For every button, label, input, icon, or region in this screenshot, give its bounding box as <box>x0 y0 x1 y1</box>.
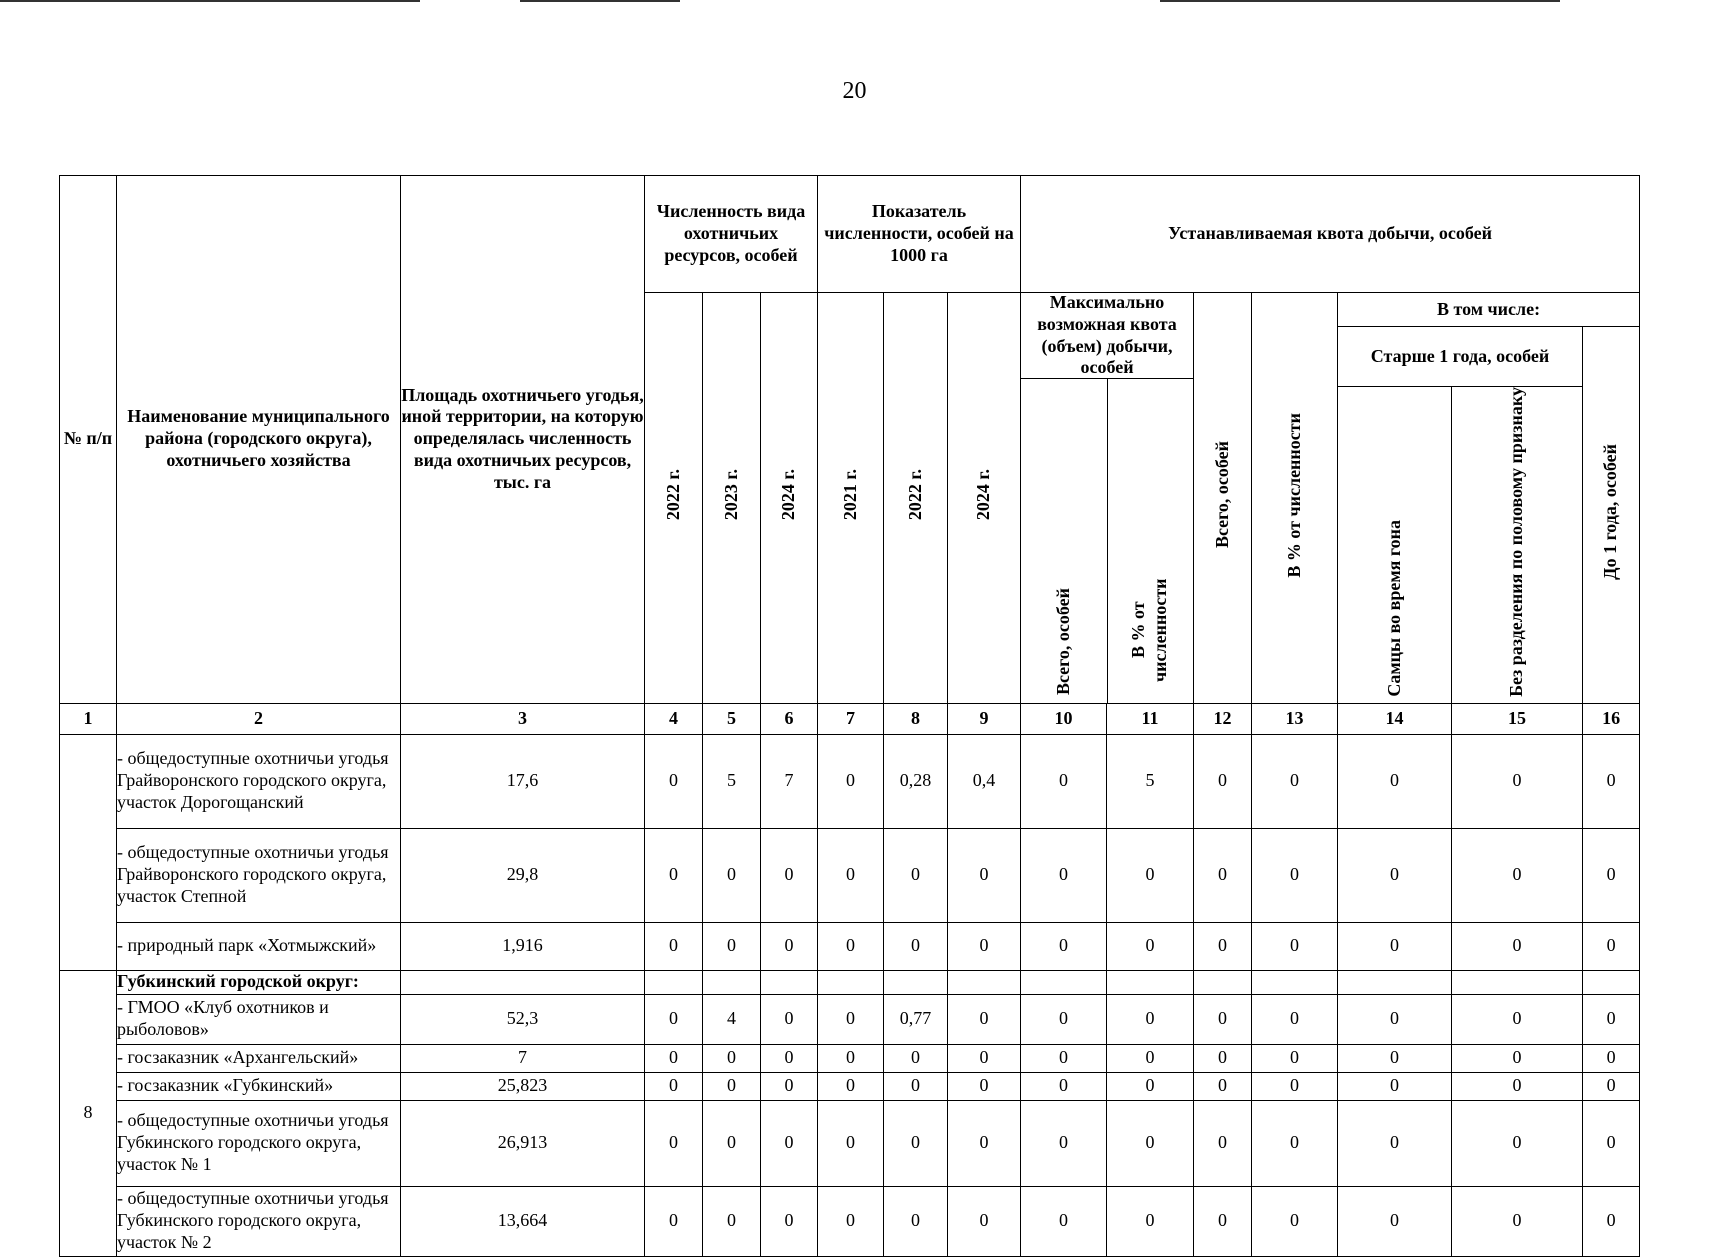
table-row <box>60 1072 1640 1100</box>
cell-col-13: 0 <box>1252 1186 1338 1256</box>
header-pop-year-2: 2023 г. <box>703 293 761 704</box>
quota-table <box>59 175 1640 1257</box>
top-rule-middle <box>520 0 680 2</box>
header-density-year-1: 2021 г. <box>818 293 884 704</box>
cell-col-11: 0 <box>1107 1072 1194 1100</box>
cell-col-4: 0 <box>645 1100 703 1186</box>
colnum-16: 16 <box>1583 703 1640 734</box>
row-name: - общедоступные охотничьи угодья Грайворонского городского округа, участок Степной <box>117 828 401 922</box>
group-empty-cell <box>761 970 818 994</box>
cell-col-8: 0 <box>884 828 948 922</box>
header-name: Наименование муниципального района (городского округа), охотничьего хозяйства <box>117 176 401 704</box>
header-older: Старше 1 года, особей <box>1338 327 1583 387</box>
cell-col-13: 0 <box>1252 922 1338 970</box>
cell-col-6: 7 <box>761 734 818 828</box>
cell-col-10: 0 <box>1021 922 1107 970</box>
table-row <box>60 1044 1640 1072</box>
cell-col-5: 0 <box>703 1072 761 1100</box>
cell-col-6: 0 <box>761 1072 818 1100</box>
cell-col-12: 0 <box>1194 994 1252 1044</box>
table-row <box>60 994 1640 1044</box>
cell-col-13: 0 <box>1252 828 1338 922</box>
cell-col-7: 0 <box>818 1100 884 1186</box>
top-rule-right <box>1160 0 1560 2</box>
cell-col-13: 0 <box>1252 1044 1338 1072</box>
cell-col-8: 0 <box>884 1186 948 1256</box>
cell-col-12: 0 <box>1194 922 1252 970</box>
cell-col-8: 0 <box>884 922 948 970</box>
cell-col-7: 0 <box>818 828 884 922</box>
header-total: Всего, особей <box>1194 293 1252 704</box>
cell-col-4: 0 <box>645 828 703 922</box>
cell-col-12: 0 <box>1194 1100 1252 1186</box>
cell-col-6: 0 <box>761 1044 818 1072</box>
header-quota: Устанавливаемая квота добычи, особей <box>1021 176 1640 293</box>
cell-col-12: 0 <box>1194 734 1252 828</box>
cell-col-9: 0 <box>948 994 1021 1044</box>
cell-col-16: 0 <box>1583 994 1640 1044</box>
cell-col-11: 0 <box>1107 994 1194 1044</box>
cell-col-14: 0 <box>1338 1044 1452 1072</box>
colnum-4: 4 <box>645 703 703 734</box>
cell-col-9: 0 <box>948 1072 1021 1100</box>
header-under-1: До 1 года, особей <box>1583 327 1640 704</box>
cell-col-15: 0 <box>1452 734 1583 828</box>
colnum-14: 14 <box>1338 703 1452 734</box>
row-number-prev <box>60 734 117 970</box>
cell-col-14: 0 <box>1338 1072 1452 1100</box>
cell-col-3: 26,913 <box>401 1100 645 1186</box>
cell-col-8: 0 <box>884 1100 948 1186</box>
table-row <box>60 1100 1640 1186</box>
cell-col-15: 0 <box>1452 922 1583 970</box>
cell-col-16: 0 <box>1583 1186 1640 1256</box>
cell-col-4: 0 <box>645 1072 703 1100</box>
column-numbers-row <box>60 703 1640 734</box>
cell-col-15: 0 <box>1452 1186 1583 1256</box>
cell-col-5: 0 <box>703 1186 761 1256</box>
cell-col-7: 0 <box>818 734 884 828</box>
row-name: - общедоступные охотничьи угодья Губкинского городского округа, участок № 2 <box>117 1186 401 1256</box>
cell-col-4: 0 <box>645 994 703 1044</box>
header-males: Самцы во время гона <box>1338 387 1452 704</box>
cell-col-15: 0 <box>1452 1100 1583 1186</box>
group-empty-cell <box>1583 970 1640 994</box>
header-including: В том числе: <box>1338 293 1640 327</box>
cell-col-11: 5 <box>1107 734 1194 828</box>
cell-col-10: 0 <box>1021 1044 1107 1072</box>
cell-col-3: 7 <box>401 1044 645 1072</box>
colnum-12: 12 <box>1194 703 1252 734</box>
cell-col-4: 0 <box>645 1186 703 1256</box>
cell-col-5: 4 <box>703 994 761 1044</box>
cell-col-9: 0 <box>948 828 1021 922</box>
row-name: - общедоступные охотничьи угодья Грайворонского городского округа, участок Дорогощанский <box>117 734 401 828</box>
cell-col-3: 17,6 <box>401 734 645 828</box>
cell-col-8: 0,77 <box>884 994 948 1044</box>
header-max-quota-placeholder <box>1021 293 1194 704</box>
cell-col-5: 5 <box>703 734 761 828</box>
cell-col-5: 0 <box>703 1044 761 1072</box>
colnum-8: 8 <box>884 703 948 734</box>
top-rule-left <box>0 0 420 2</box>
cell-col-6: 0 <box>761 922 818 970</box>
group-empty-cell <box>884 970 948 994</box>
group-empty-cell <box>1252 970 1338 994</box>
colnum-1: 1 <box>60 703 117 734</box>
cell-col-10: 0 <box>1021 734 1107 828</box>
cell-col-9: 0,4 <box>948 734 1021 828</box>
cell-col-11: 0 <box>1107 1186 1194 1256</box>
group-empty-cell <box>1338 970 1452 994</box>
group-empty-cell <box>1452 970 1583 994</box>
row-name: - общедоступные охотничьи угодья Губкинского городского округа, участок № 1 <box>117 1100 401 1186</box>
row-name: - госзаказник «Губкинский» <box>117 1072 401 1100</box>
table-body <box>60 734 1640 1256</box>
header-pop-year-1: 2022 г. <box>645 293 703 704</box>
header-max-quota: Максимально возможная квота (объем) добычи, особей <box>1021 293 1193 379</box>
row-number: 8 <box>60 970 117 1256</box>
cell-col-12: 0 <box>1194 1072 1252 1100</box>
group-empty-cell <box>703 970 761 994</box>
group-empty-cell <box>645 970 703 994</box>
table-row <box>60 828 1640 922</box>
cell-col-14: 0 <box>1338 828 1452 922</box>
colnum-3: 3 <box>401 703 645 734</box>
cell-col-15: 0 <box>1452 828 1583 922</box>
cell-col-14: 0 <box>1338 1100 1452 1186</box>
cell-col-6: 0 <box>761 1186 818 1256</box>
group-empty-cell <box>818 970 884 994</box>
header-density: Показатель численности, особей на 1000 га <box>818 176 1021 293</box>
cell-col-3: 13,664 <box>401 1186 645 1256</box>
cell-col-5: 0 <box>703 922 761 970</box>
cell-col-7: 0 <box>818 1186 884 1256</box>
max-quota-block <box>1021 293 1193 703</box>
cell-col-5: 0 <box>703 828 761 922</box>
cell-col-6: 0 <box>761 828 818 922</box>
cell-col-6: 0 <box>761 994 818 1044</box>
cell-col-14: 0 <box>1338 994 1452 1044</box>
cell-col-14: 0 <box>1338 734 1452 828</box>
colnum-10: 10 <box>1021 703 1107 734</box>
cell-col-8: 0 <box>884 1072 948 1100</box>
cell-col-10: 0 <box>1021 828 1107 922</box>
header-pct: В % от численности <box>1252 293 1338 704</box>
group-title: Губкинский городской округ: <box>117 970 401 994</box>
cell-col-16: 0 <box>1583 922 1640 970</box>
cell-col-8: 0,28 <box>884 734 948 828</box>
cell-col-4: 0 <box>645 734 703 828</box>
cell-col-6: 0 <box>761 1100 818 1186</box>
cell-col-3: 29,8 <box>401 828 645 922</box>
cell-col-12: 0 <box>1194 1186 1252 1256</box>
header-population: Численность вида охотничьих ресурсов, особей <box>645 176 818 293</box>
cell-col-13: 0 <box>1252 1100 1338 1186</box>
cell-col-11: 0 <box>1107 1044 1194 1072</box>
cell-col-9: 0 <box>948 922 1021 970</box>
cell-col-15: 0 <box>1452 1044 1583 1072</box>
row-name: - госзаказник «Архангельский» <box>117 1044 401 1072</box>
cell-col-4: 0 <box>645 922 703 970</box>
cell-col-9: 0 <box>948 1186 1021 1256</box>
cell-col-16: 0 <box>1583 734 1640 828</box>
header-no-split: Без разделения по половому признаку <box>1452 387 1583 704</box>
cell-col-15: 0 <box>1452 1072 1583 1100</box>
cell-col-12: 0 <box>1194 1044 1252 1072</box>
cell-col-13: 0 <box>1252 994 1338 1044</box>
header-area: Площадь охотничьего угодья, иной территории, на которую определялась численность вида охотничьих ресурсов, тыс. га <box>401 176 645 704</box>
colnum-6: 6 <box>761 703 818 734</box>
cell-col-16: 0 <box>1583 1072 1640 1100</box>
cell-col-4: 0 <box>645 1044 703 1072</box>
header-density-year-2: 2022 г. <box>884 293 948 704</box>
cell-col-12: 0 <box>1194 828 1252 922</box>
cell-col-11: 0 <box>1107 828 1194 922</box>
colnum-11: 11 <box>1107 703 1194 734</box>
cell-col-7: 0 <box>818 1044 884 1072</box>
group-empty-cell <box>401 970 645 994</box>
table-row <box>60 1186 1640 1256</box>
cell-col-5: 0 <box>703 1100 761 1186</box>
header-row-number: № п/п <box>60 176 117 704</box>
row-name: - ГМОО «Клуб охотников и рыболовов» <box>117 994 401 1044</box>
cell-col-10: 0 <box>1021 1072 1107 1100</box>
colnum-13: 13 <box>1252 703 1338 734</box>
cell-col-15: 0 <box>1452 994 1583 1044</box>
table-row <box>60 922 1640 970</box>
colnum-2: 2 <box>117 703 401 734</box>
cell-col-14: 0 <box>1338 1186 1452 1256</box>
row-name: - природный парк «Хотмыжский» <box>117 922 401 970</box>
colnum-7: 7 <box>818 703 884 734</box>
header-max-pct: В % от численности <box>1128 578 1171 682</box>
cell-col-7: 0 <box>818 994 884 1044</box>
cell-col-7: 0 <box>818 1072 884 1100</box>
header-max-total: Всего, особей <box>1021 379 1108 703</box>
header-density-year-3: 2024 г. <box>948 293 1021 704</box>
table-row <box>60 734 1640 828</box>
cell-col-16: 0 <box>1583 1100 1640 1186</box>
cell-col-7: 0 <box>818 922 884 970</box>
cell-col-3: 1,916 <box>401 922 645 970</box>
colnum-5: 5 <box>703 703 761 734</box>
cell-col-14: 0 <box>1338 922 1452 970</box>
group-empty-cell <box>1021 970 1107 994</box>
cell-col-10: 0 <box>1021 1186 1107 1256</box>
cell-col-3: 52,3 <box>401 994 645 1044</box>
cell-col-13: 0 <box>1252 734 1338 828</box>
group-empty-cell <box>1194 970 1252 994</box>
header-pop-year-3: 2024 г. <box>761 293 818 704</box>
cell-col-11: 0 <box>1107 922 1194 970</box>
cell-col-8: 0 <box>884 1044 948 1072</box>
cell-col-13: 0 <box>1252 1072 1338 1100</box>
colnum-15: 15 <box>1452 703 1583 734</box>
cell-col-11: 0 <box>1107 1100 1194 1186</box>
cell-col-9: 0 <box>948 1044 1021 1072</box>
cell-col-16: 0 <box>1583 1044 1640 1072</box>
cell-col-9: 0 <box>948 1100 1021 1186</box>
cell-col-10: 0 <box>1021 1100 1107 1186</box>
group-row <box>60 970 1640 994</box>
page-number: 20 <box>842 78 867 104</box>
group-empty-cell <box>948 970 1021 994</box>
group-empty-cell <box>1107 970 1194 994</box>
cell-col-16: 0 <box>1583 828 1640 922</box>
cell-col-3: 25,823 <box>401 1072 645 1100</box>
colnum-9: 9 <box>948 703 1021 734</box>
cell-col-10: 0 <box>1021 994 1107 1044</box>
